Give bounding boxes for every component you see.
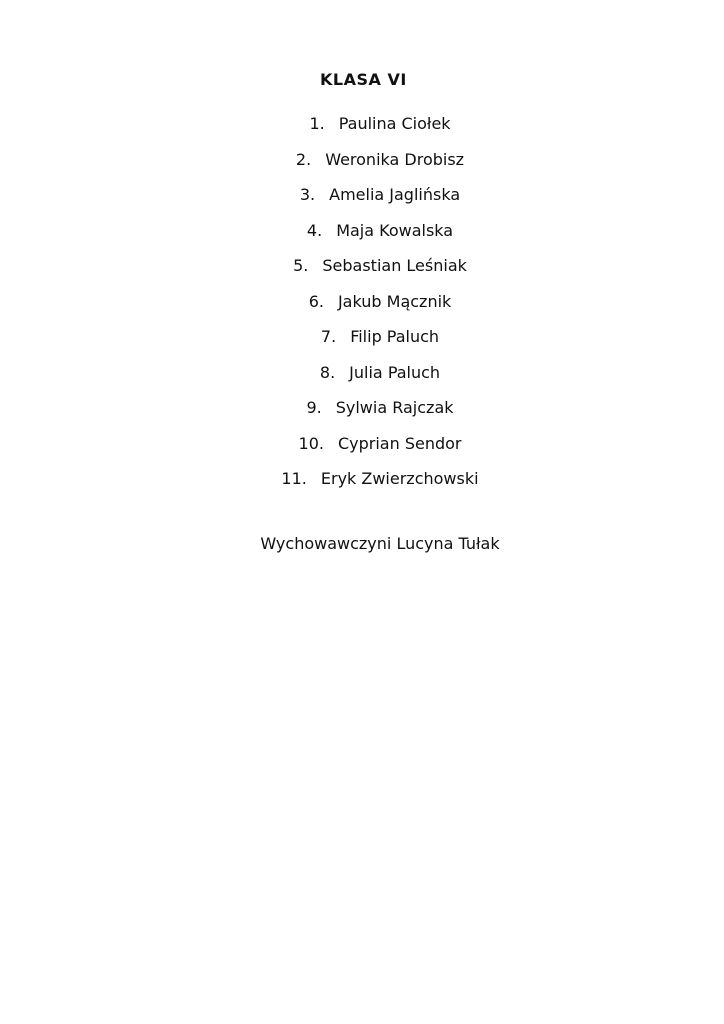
list-item-number: 4. bbox=[306, 220, 323, 240]
list-item bbox=[0, 426, 724, 462]
list-item-number: 9. bbox=[306, 398, 322, 418]
list-item-number: 10. bbox=[298, 433, 324, 453]
list-item-number: 7. bbox=[320, 327, 337, 347]
list-item-name: Cyprian Sendor bbox=[337, 433, 462, 453]
list-item-name: Sylwia Rajczak bbox=[335, 398, 454, 418]
list-item-name: Maja Kowalska bbox=[336, 220, 454, 240]
list-item bbox=[0, 284, 724, 320]
list-item-number: 6. bbox=[308, 291, 324, 311]
list-item-name: Filip Paluch bbox=[350, 327, 440, 347]
list-item bbox=[0, 142, 724, 178]
list-item-name: Julia Paluch bbox=[349, 362, 441, 382]
list-item bbox=[0, 390, 724, 426]
list-item-number: 2. bbox=[295, 149, 312, 169]
list-item bbox=[0, 213, 724, 249]
list-item-name: Jakub Mącznik bbox=[337, 291, 452, 311]
class-heading: KLASA VI bbox=[320, 70, 407, 89]
list-item-name: Amelia Jaglińska bbox=[329, 185, 461, 205]
list-item-number: 1. bbox=[309, 114, 325, 134]
list-item bbox=[0, 461, 724, 497]
list-item-name: Weronika Drobisz bbox=[325, 149, 465, 169]
list-item bbox=[0, 319, 724, 355]
list-item bbox=[0, 177, 724, 213]
list-item-number: 11. bbox=[281, 469, 307, 489]
list-item-name: Paulina Ciołek bbox=[338, 114, 451, 134]
list-item bbox=[0, 106, 724, 142]
list-item-name: Eryk Zwierzchowski bbox=[320, 469, 479, 489]
homeroom-teacher-line: Wychowawczyni Lucyna Tułak bbox=[260, 534, 500, 553]
student-list bbox=[0, 106, 724, 497]
list-item-number: 8. bbox=[319, 362, 336, 382]
list-item-number: 3. bbox=[299, 185, 316, 205]
list-item bbox=[0, 248, 724, 284]
list-item-number: 5. bbox=[293, 256, 309, 276]
list-item-name: Sebastian Leśniak bbox=[322, 256, 467, 276]
list-item bbox=[0, 355, 724, 391]
